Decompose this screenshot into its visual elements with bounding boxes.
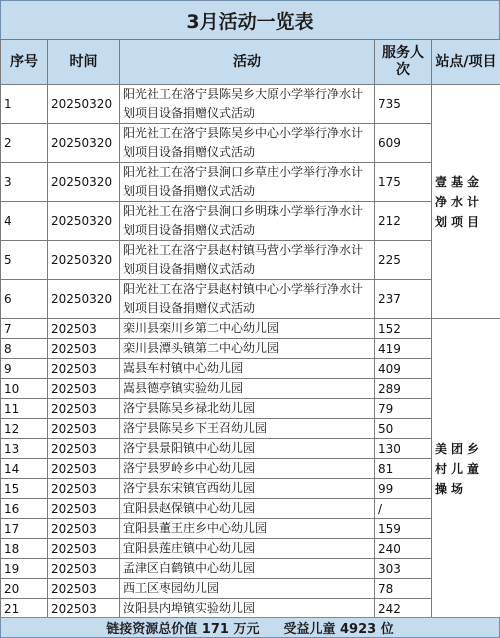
row-service-count: 79 — [375, 399, 432, 419]
col-header-date: 时间 — [48, 40, 120, 85]
row-service-count: / — [375, 499, 432, 519]
row-activity: 宜阳县赵保镇中心幼儿园 — [120, 499, 375, 519]
row-service-count: 289 — [375, 379, 432, 399]
row-activity: 洛宁县罗岭乡中心幼儿园 — [120, 459, 375, 479]
row-number: 10 — [1, 379, 48, 399]
total-value-text: 链接资源总价值 171 万元 — [106, 618, 259, 637]
row-service-count: 225 — [375, 241, 432, 280]
row-number: 18 — [1, 539, 48, 559]
table-row — [1, 85, 500, 124]
row-date: 202503 — [48, 459, 120, 479]
table-row — [1, 280, 500, 319]
table-row — [1, 579, 500, 599]
table-row — [1, 419, 500, 439]
row-date: 202503 — [48, 579, 120, 599]
row-activity: 阳光社工在洛宁县赵村镇马营小学举行净水计划项目设备捐赠仪式活动 — [120, 241, 375, 280]
station-project-cell: 美团乡村儿童操场 — [432, 319, 500, 619]
table-row — [1, 379, 500, 399]
table-row — [1, 499, 500, 519]
row-date: 20250320 — [48, 241, 120, 280]
row-number: 21 — [1, 599, 48, 619]
row-number: 2 — [1, 124, 48, 163]
row-number: 6 — [1, 280, 48, 319]
row-activity: 阳光社工在洛宁县陈吴乡大原小学举行净水计划项目设备捐赠仪式活动 — [120, 85, 375, 124]
row-activity: 西工区枣园幼儿园 — [120, 579, 375, 599]
row-date: 20250320 — [48, 202, 120, 241]
row-number: 3 — [1, 163, 48, 202]
table-row — [1, 479, 500, 499]
table-body — [1, 85, 500, 619]
summary-footer — [0, 617, 500, 638]
row-number: 12 — [1, 419, 48, 439]
row-service-count: 81 — [375, 459, 432, 479]
row-activity: 嵩县德亭镇实验幼儿园 — [120, 379, 375, 399]
row-number: 13 — [1, 439, 48, 459]
row-activity: 孟津区白鹤镇中心幼儿园 — [120, 559, 375, 579]
row-activity: 阳光社工在洛宁县涧口乡明珠小学举行净水计划项目设备捐赠仪式活动 — [120, 202, 375, 241]
row-activity: 洛宁县东宋镇官西幼儿园 — [120, 479, 375, 499]
row-activity: 汝阳县内埠镇实验幼儿园 — [120, 599, 375, 619]
row-date: 202503 — [48, 539, 120, 559]
row-number: 20 — [1, 579, 48, 599]
row-activity: 宜阳县董王庄乡中心幼儿园 — [120, 519, 375, 539]
table-row — [1, 599, 500, 619]
row-date: 202503 — [48, 359, 120, 379]
activity-table — [0, 39, 500, 619]
table-row — [1, 163, 500, 202]
table-row — [1, 539, 500, 559]
row-activity: 嵩县车村镇中心幼儿园 — [120, 359, 375, 379]
col-header-count: 服务人次 — [375, 40, 432, 85]
row-activity: 阳光社工在洛宁县陈吴乡中心小学举行净水计划项目设备捐赠仪式活动 — [120, 124, 375, 163]
table-row — [1, 124, 500, 163]
row-date: 202503 — [48, 339, 120, 359]
row-service-count: 152 — [375, 319, 432, 339]
row-activity: 宜阳县莲庄镇中心幼儿园 — [120, 539, 375, 559]
table-row — [1, 339, 500, 359]
row-number: 11 — [1, 399, 48, 419]
table-row — [1, 399, 500, 419]
row-activity: 洛宁县陈吴乡禄北幼儿园 — [120, 399, 375, 419]
row-date: 202503 — [48, 519, 120, 539]
table-row — [1, 241, 500, 280]
row-service-count: 240 — [375, 539, 432, 559]
row-date: 202503 — [48, 479, 120, 499]
beneficiaries-text: 受益儿童 4923 位 — [283, 618, 393, 637]
row-date: 202503 — [48, 319, 120, 339]
col-header-station: 站点/项目 — [432, 40, 500, 85]
row-activity: 阳光社工在洛宁县涧口乡草庄小学举行净水计划项目设备捐赠仪式活动 — [120, 163, 375, 202]
row-activity: 栾川县潭头镇第二中心幼儿园 — [120, 339, 375, 359]
row-date: 202503 — [48, 419, 120, 439]
row-number: 14 — [1, 459, 48, 479]
row-number: 16 — [1, 499, 48, 519]
page-title: 3月活动一览表 — [0, 0, 500, 40]
table-row — [1, 439, 500, 459]
row-number: 7 — [1, 319, 48, 339]
row-date: 20250320 — [48, 85, 120, 124]
col-header-activity: 活动 — [120, 40, 375, 85]
row-date: 202503 — [48, 599, 120, 619]
row-service-count: 419 — [375, 339, 432, 359]
row-service-count: 50 — [375, 419, 432, 439]
row-activity: 洛宁县景阳镇中心幼儿园 — [120, 439, 375, 459]
row-date: 202503 — [48, 379, 120, 399]
table-row — [1, 202, 500, 241]
row-date: 202503 — [48, 559, 120, 579]
table-row — [1, 519, 500, 539]
row-service-count: 242 — [375, 599, 432, 619]
row-service-count: 609 — [375, 124, 432, 163]
station-project-cell: 壹基金净水计划项目 — [432, 85, 500, 319]
table-row — [1, 359, 500, 379]
table-row — [1, 319, 500, 339]
row-service-count: 212 — [375, 202, 432, 241]
row-number: 5 — [1, 241, 48, 280]
row-date: 20250320 — [48, 280, 120, 319]
row-number: 19 — [1, 559, 48, 579]
row-date: 202503 — [48, 439, 120, 459]
row-activity: 阳光社工在洛宁县赵村镇中心小学举行净水计划项目设备捐赠仪式活动 — [120, 280, 375, 319]
row-service-count: 159 — [375, 519, 432, 539]
table-row — [1, 459, 500, 479]
row-service-count: 303 — [375, 559, 432, 579]
row-number: 15 — [1, 479, 48, 499]
row-date: 202503 — [48, 399, 120, 419]
row-number: 4 — [1, 202, 48, 241]
table-row — [1, 559, 500, 579]
row-service-count: 735 — [375, 85, 432, 124]
row-number: 1 — [1, 85, 48, 124]
row-service-count: 237 — [375, 280, 432, 319]
row-number: 17 — [1, 519, 48, 539]
row-service-count: 175 — [375, 163, 432, 202]
row-date: 20250320 — [48, 163, 120, 202]
row-number: 9 — [1, 359, 48, 379]
row-number: 8 — [1, 339, 48, 359]
row-service-count: 99 — [375, 479, 432, 499]
row-service-count: 78 — [375, 579, 432, 599]
row-date: 20250320 — [48, 124, 120, 163]
row-date: 202503 — [48, 499, 120, 519]
row-service-count: 130 — [375, 439, 432, 459]
row-activity: 栾川县栾川乡第二中心幼儿园 — [120, 319, 375, 339]
row-service-count: 409 — [375, 359, 432, 379]
col-header-no: 序号 — [1, 40, 48, 85]
row-activity: 洛宁县陈吴乡下王召幼儿园 — [120, 419, 375, 439]
header-row — [1, 40, 500, 85]
